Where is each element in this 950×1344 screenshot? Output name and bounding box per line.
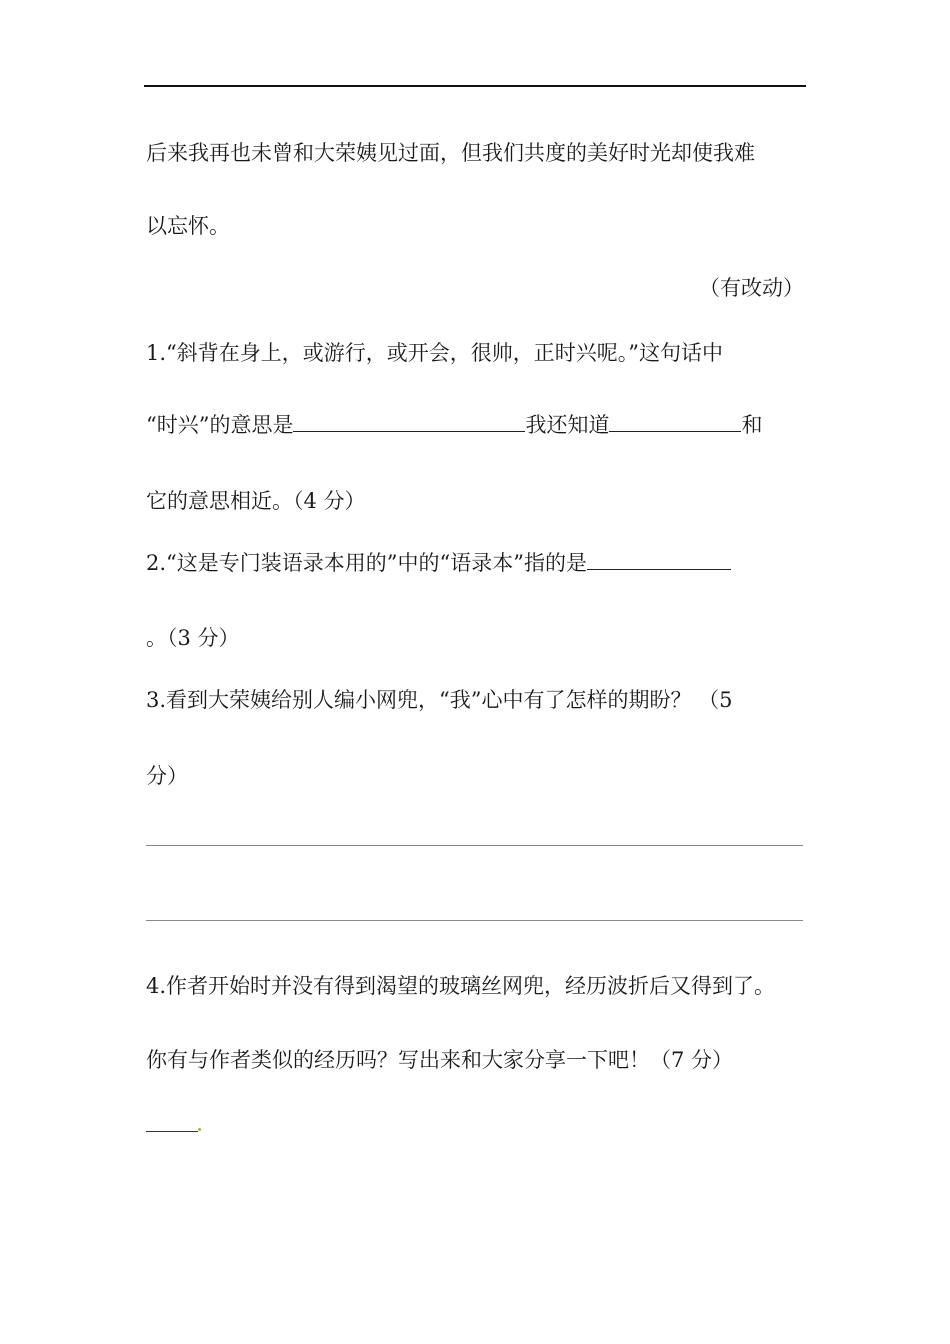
question-3-line-2: 分） <box>146 764 188 788</box>
question-2-line-1 <box>146 549 806 577</box>
marker-dot <box>198 1128 201 1131</box>
question-1-answer-blank-1[interactable] <box>293 411 525 432</box>
question-1-line-3: 它的意思相近。（4 分） <box>146 489 366 513</box>
question-4-line-2: 你有与作者类似的经历吗？写出来和大家分享一下吧！（7 分） <box>146 1048 734 1072</box>
question-1-line-2 <box>146 411 806 439</box>
question-4-line-1: 4.作者开始时并没有得到渴望的玻璃丝网兜，经历波折后又得到了。 <box>146 974 776 998</box>
question-2-answer-blank[interactable] <box>587 549 731 570</box>
question-3-answer-line-1[interactable] <box>146 845 803 846</box>
question-2-prompt: 2.“这是专门装语录本用的”中的“语录本”指的是 <box>146 551 587 575</box>
passage-source-note: （有改动） <box>699 276 804 300</box>
question-1-line-1: 1.“斜背在身上，或游行，或开会，很帅，正时兴呢。”这句话中 <box>146 341 724 365</box>
question-2-line-2: 。（3 分） <box>146 626 240 650</box>
question-1-answer-blank-2[interactable] <box>609 411 741 432</box>
question-3-line-1: 3.看到大荣姨给别人编小网兜，“我”心中有了怎样的期盼？ （5 <box>146 688 733 712</box>
question-1-prompt: “时兴”的意思是 <box>146 413 294 437</box>
question-1-mid-text: 我还知道 <box>525 413 610 437</box>
header-rule <box>144 85 806 87</box>
question-3-answer-line-2[interactable] <box>146 920 803 921</box>
question-1-tail-text: 和 <box>741 413 763 437</box>
passage-line-2: 以忘怀。 <box>146 214 230 238</box>
passage-line-1: 后来我再也未曾和大荣姨见过面，但我们共度的美好时光却使我难 <box>146 141 755 165</box>
question-4-answer-line[interactable] <box>146 1131 198 1132</box>
